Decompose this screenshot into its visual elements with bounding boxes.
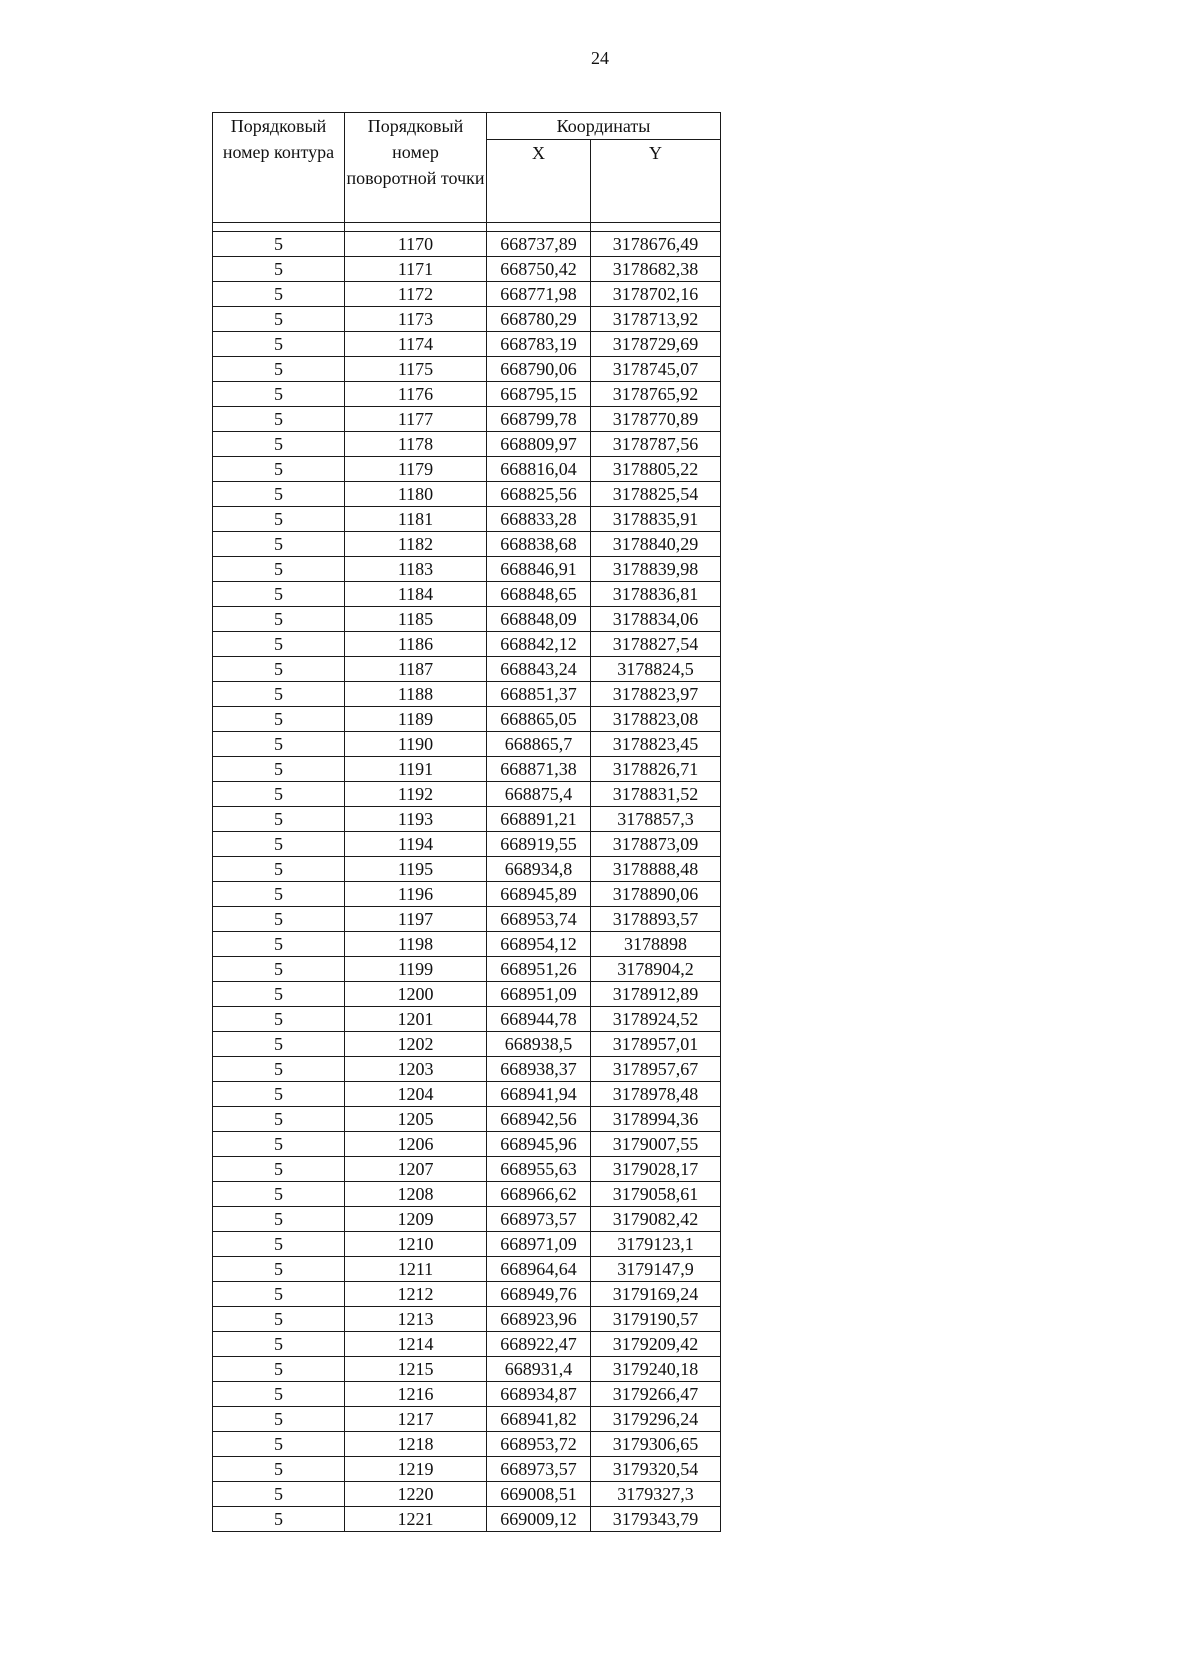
table-row — [213, 532, 721, 557]
cell-y: 3178824,5 — [591, 657, 721, 682]
cell-y: 3178827,54 — [591, 632, 721, 657]
cell-y: 3178835,91 — [591, 507, 721, 532]
cell-contour: 5 — [213, 1157, 345, 1182]
page-number: 24 — [591, 48, 609, 68]
table-row — [213, 1032, 721, 1057]
cell-y: 3178823,97 — [591, 682, 721, 707]
cell-point: 1177 — [345, 407, 487, 432]
cell-contour: 5 — [213, 757, 345, 782]
table-row — [213, 757, 721, 782]
cell-point: 1178 — [345, 432, 487, 457]
cell-point: 1218 — [345, 1432, 487, 1457]
cell-contour: 5 — [213, 857, 345, 882]
cell-y: 3179320,54 — [591, 1457, 721, 1482]
cell-contour: 5 — [213, 1457, 345, 1482]
cell-contour: 5 — [213, 932, 345, 957]
cell-contour: 5 — [213, 1107, 345, 1132]
cell-x: 668931,4 — [487, 1357, 591, 1382]
cell-x: 668941,82 — [487, 1407, 591, 1432]
cell-x: 668816,04 — [487, 457, 591, 482]
cell-contour: 5 — [213, 957, 345, 982]
header-spacer — [213, 223, 721, 232]
cell-x: 668955,63 — [487, 1157, 591, 1182]
cell-x: 668938,37 — [487, 1057, 591, 1082]
cell-x: 668923,96 — [487, 1307, 591, 1332]
cell-x: 668934,8 — [487, 857, 591, 882]
cell-contour: 5 — [213, 407, 345, 432]
cell-point: 1185 — [345, 607, 487, 632]
cell-x: 668871,38 — [487, 757, 591, 782]
table-row — [213, 707, 721, 732]
cell-point: 1193 — [345, 807, 487, 832]
cell-y: 3178770,89 — [591, 407, 721, 432]
table-row — [213, 1207, 721, 1232]
cell-contour: 5 — [213, 232, 345, 257]
cell-x: 668843,24 — [487, 657, 591, 682]
cell-y: 3178713,92 — [591, 307, 721, 332]
cell-x: 668971,09 — [487, 1232, 591, 1257]
cell-x: 668953,74 — [487, 907, 591, 932]
table-body — [213, 223, 721, 1532]
cell-x: 668919,55 — [487, 832, 591, 857]
cell-y: 3178745,07 — [591, 357, 721, 382]
header-y: Y — [591, 140, 721, 223]
cell-point: 1216 — [345, 1382, 487, 1407]
cell-contour: 5 — [213, 357, 345, 382]
cell-y: 3178893,57 — [591, 907, 721, 932]
cell-contour: 5 — [213, 1232, 345, 1257]
cell-point: 1181 — [345, 507, 487, 532]
cell-point: 1206 — [345, 1132, 487, 1157]
cell-point: 1172 — [345, 282, 487, 307]
cell-point: 1174 — [345, 332, 487, 357]
cell-point: 1182 — [345, 532, 487, 557]
table-row — [213, 1232, 721, 1257]
cell-contour: 5 — [213, 282, 345, 307]
cell-x: 668934,87 — [487, 1382, 591, 1407]
cell-x: 668945,89 — [487, 882, 591, 907]
cell-point: 1207 — [345, 1157, 487, 1182]
cell-point: 1184 — [345, 582, 487, 607]
table-row — [213, 857, 721, 882]
cell-y: 3178823,08 — [591, 707, 721, 732]
cell-contour: 5 — [213, 1332, 345, 1357]
table-row — [213, 1482, 721, 1507]
table-row — [213, 357, 721, 382]
header-coordinates: Координаты — [487, 113, 721, 140]
table-row — [213, 1057, 721, 1082]
cell-y: 3179147,9 — [591, 1257, 721, 1282]
cell-y: 3178873,09 — [591, 832, 721, 857]
table-row — [213, 557, 721, 582]
cell-x: 668795,15 — [487, 382, 591, 407]
cell-contour: 5 — [213, 1207, 345, 1232]
cell-contour: 5 — [213, 657, 345, 682]
cell-point: 1190 — [345, 732, 487, 757]
cell-y: 3179007,55 — [591, 1132, 721, 1157]
cell-point: 1183 — [345, 557, 487, 582]
cell-point: 1213 — [345, 1307, 487, 1332]
cell-x: 668973,57 — [487, 1457, 591, 1482]
table-row — [213, 1007, 721, 1032]
table-row — [213, 657, 721, 682]
table-row — [213, 607, 721, 632]
cell-x: 668809,97 — [487, 432, 591, 457]
cell-x: 668838,68 — [487, 532, 591, 557]
cell-y: 3178857,3 — [591, 807, 721, 832]
cell-y: 3178957,67 — [591, 1057, 721, 1082]
cell-y: 3178823,45 — [591, 732, 721, 757]
cell-y: 3178924,52 — [591, 1007, 721, 1032]
table-row — [213, 1157, 721, 1182]
cell-point: 1175 — [345, 357, 487, 382]
cell-point: 1170 — [345, 232, 487, 257]
table-row — [213, 507, 721, 532]
cell-x: 668846,91 — [487, 557, 591, 582]
cell-contour: 5 — [213, 1257, 345, 1282]
table-row — [213, 907, 721, 932]
table-row — [213, 682, 721, 707]
table-row — [213, 382, 721, 407]
cell-y: 3179266,47 — [591, 1382, 721, 1407]
cell-contour: 5 — [213, 907, 345, 932]
cell-y: 3178805,22 — [591, 457, 721, 482]
cell-point: 1209 — [345, 1207, 487, 1232]
cell-point: 1221 — [345, 1507, 487, 1532]
cell-x: 668771,98 — [487, 282, 591, 307]
table-row — [213, 1357, 721, 1382]
cell-contour: 5 — [213, 807, 345, 832]
header-contour-number: Порядковый номер контура — [213, 113, 345, 223]
cell-point: 1212 — [345, 1282, 487, 1307]
table-row — [213, 407, 721, 432]
cell-y: 3178840,29 — [591, 532, 721, 557]
cell-y: 3178682,38 — [591, 257, 721, 282]
cell-x: 668780,29 — [487, 307, 591, 332]
table-row — [213, 1457, 721, 1482]
cell-point: 1215 — [345, 1357, 487, 1382]
cell-point: 1192 — [345, 782, 487, 807]
cell-x: 668938,5 — [487, 1032, 591, 1057]
cell-x: 668737,89 — [487, 232, 591, 257]
cell-point: 1200 — [345, 982, 487, 1007]
cell-x: 668865,05 — [487, 707, 591, 732]
cell-y: 3179296,24 — [591, 1407, 721, 1432]
cell-contour: 5 — [213, 1032, 345, 1057]
cell-contour: 5 — [213, 507, 345, 532]
cell-contour: 5 — [213, 632, 345, 657]
cell-point: 1186 — [345, 632, 487, 657]
cell-x: 668922,47 — [487, 1332, 591, 1357]
table-row — [213, 257, 721, 282]
cell-point: 1202 — [345, 1032, 487, 1057]
cell-y: 3178898 — [591, 932, 721, 957]
cell-contour: 5 — [213, 1282, 345, 1307]
table-row — [213, 1432, 721, 1457]
cell-y: 3179209,42 — [591, 1332, 721, 1357]
cell-point: 1197 — [345, 907, 487, 932]
cell-contour: 5 — [213, 1507, 345, 1532]
cell-point: 1176 — [345, 382, 487, 407]
table-row — [213, 1107, 721, 1132]
table-row — [213, 932, 721, 957]
cell-y: 3178831,52 — [591, 782, 721, 807]
cell-x: 668944,78 — [487, 1007, 591, 1032]
cell-contour: 5 — [213, 432, 345, 457]
table-row — [213, 482, 721, 507]
cell-x: 668842,12 — [487, 632, 591, 657]
cell-point: 1180 — [345, 482, 487, 507]
cell-y: 3178729,69 — [591, 332, 721, 357]
cell-x: 668942,56 — [487, 1107, 591, 1132]
cell-point: 1220 — [345, 1482, 487, 1507]
cell-contour: 5 — [213, 1057, 345, 1082]
cell-x: 668790,06 — [487, 357, 591, 382]
cell-point: 1198 — [345, 932, 487, 957]
cell-y: 3179123,1 — [591, 1232, 721, 1257]
cell-point: 1188 — [345, 682, 487, 707]
cell-contour: 5 — [213, 1482, 345, 1507]
cell-point: 1189 — [345, 707, 487, 732]
cell-y: 3179082,42 — [591, 1207, 721, 1232]
cell-contour: 5 — [213, 1007, 345, 1032]
cell-y: 3178912,89 — [591, 982, 721, 1007]
cell-y: 3178904,2 — [591, 957, 721, 982]
table-row — [213, 882, 721, 907]
cell-x: 668964,64 — [487, 1257, 591, 1282]
cell-contour: 5 — [213, 1357, 345, 1382]
cell-x: 668783,19 — [487, 332, 591, 357]
cell-y: 3178826,71 — [591, 757, 721, 782]
table-row — [213, 1507, 721, 1532]
cell-contour: 5 — [213, 832, 345, 857]
cell-contour: 5 — [213, 332, 345, 357]
cell-contour: 5 — [213, 1432, 345, 1457]
cell-y: 3179343,79 — [591, 1507, 721, 1532]
table-row — [213, 1332, 721, 1357]
cell-point: 1204 — [345, 1082, 487, 1107]
cell-contour: 5 — [213, 682, 345, 707]
cell-contour: 5 — [213, 1132, 345, 1157]
table-row — [213, 1257, 721, 1282]
cell-x: 668951,26 — [487, 957, 591, 982]
cell-x: 668848,65 — [487, 582, 591, 607]
cell-x: 668851,37 — [487, 682, 591, 707]
coordinates-table — [212, 112, 721, 1532]
cell-y: 3179327,3 — [591, 1482, 721, 1507]
table-row — [213, 457, 721, 482]
cell-contour: 5 — [213, 482, 345, 507]
cell-y: 3179306,65 — [591, 1432, 721, 1457]
cell-x: 668891,21 — [487, 807, 591, 832]
cell-x: 668945,96 — [487, 1132, 591, 1157]
table-row — [213, 1082, 721, 1107]
table-row — [213, 807, 721, 832]
cell-x: 668973,57 — [487, 1207, 591, 1232]
cell-x: 668865,7 — [487, 732, 591, 757]
cell-contour: 5 — [213, 982, 345, 1007]
cell-contour: 5 — [213, 782, 345, 807]
cell-x: 668949,76 — [487, 1282, 591, 1307]
cell-contour: 5 — [213, 1182, 345, 1207]
cell-contour: 5 — [213, 707, 345, 732]
cell-y: 3178839,98 — [591, 557, 721, 582]
cell-contour: 5 — [213, 557, 345, 582]
cell-point: 1210 — [345, 1232, 487, 1257]
table-row — [213, 232, 721, 257]
cell-y: 3178765,92 — [591, 382, 721, 407]
cell-y: 3178890,06 — [591, 882, 721, 907]
table-row — [213, 832, 721, 857]
cell-point: 1173 — [345, 307, 487, 332]
cell-point: 1203 — [345, 1057, 487, 1082]
table-row — [213, 1282, 721, 1307]
table-row — [213, 307, 721, 332]
cell-y: 3178836,81 — [591, 582, 721, 607]
cell-contour: 5 — [213, 1307, 345, 1332]
cell-x: 668953,72 — [487, 1432, 591, 1457]
cell-y: 3179190,57 — [591, 1307, 721, 1332]
cell-x: 668941,94 — [487, 1082, 591, 1107]
cell-contour: 5 — [213, 1082, 345, 1107]
cell-point: 1211 — [345, 1257, 487, 1282]
cell-x: 668799,78 — [487, 407, 591, 432]
cell-x: 668833,28 — [487, 507, 591, 532]
cell-point: 1196 — [345, 882, 487, 907]
cell-contour: 5 — [213, 257, 345, 282]
table-row — [213, 782, 721, 807]
cell-contour: 5 — [213, 457, 345, 482]
cell-y: 3179240,18 — [591, 1357, 721, 1382]
cell-x: 668848,09 — [487, 607, 591, 632]
cell-y: 3178787,56 — [591, 432, 721, 457]
cell-point: 1208 — [345, 1182, 487, 1207]
header-x: X — [487, 140, 591, 223]
cell-point: 1214 — [345, 1332, 487, 1357]
cell-contour: 5 — [213, 382, 345, 407]
cell-point: 1179 — [345, 457, 487, 482]
cell-point: 1171 — [345, 257, 487, 282]
cell-y: 3178702,16 — [591, 282, 721, 307]
table-row — [213, 332, 721, 357]
cell-point: 1201 — [345, 1007, 487, 1032]
cell-x: 669008,51 — [487, 1482, 591, 1507]
cell-contour: 5 — [213, 1407, 345, 1432]
header-point-number: Порядковый номер поворотной точки — [345, 113, 487, 223]
table-row — [213, 1132, 721, 1157]
cell-contour: 5 — [213, 882, 345, 907]
table-row — [213, 1382, 721, 1407]
table-row — [213, 1182, 721, 1207]
cell-point: 1187 — [345, 657, 487, 682]
cell-y: 3179058,61 — [591, 1182, 721, 1207]
cell-y: 3179028,17 — [591, 1157, 721, 1182]
table-row — [213, 582, 721, 607]
cell-y: 3178957,01 — [591, 1032, 721, 1057]
cell-point: 1199 — [345, 957, 487, 982]
cell-x: 668875,4 — [487, 782, 591, 807]
cell-y: 3178825,54 — [591, 482, 721, 507]
cell-x: 668750,42 — [487, 257, 591, 282]
cell-point: 1194 — [345, 832, 487, 857]
cell-y: 3178888,48 — [591, 857, 721, 882]
cell-point: 1219 — [345, 1457, 487, 1482]
cell-y: 3178994,36 — [591, 1107, 721, 1132]
cell-point: 1195 — [345, 857, 487, 882]
cell-point: 1217 — [345, 1407, 487, 1432]
table-row — [213, 1407, 721, 1432]
cell-contour: 5 — [213, 732, 345, 757]
cell-contour: 5 — [213, 307, 345, 332]
table-row — [213, 432, 721, 457]
table-header — [213, 113, 721, 223]
table-row — [213, 282, 721, 307]
cell-x: 668951,09 — [487, 982, 591, 1007]
cell-contour: 5 — [213, 1382, 345, 1407]
cell-x: 669009,12 — [487, 1507, 591, 1532]
cell-contour: 5 — [213, 582, 345, 607]
cell-point: 1191 — [345, 757, 487, 782]
cell-y: 3178978,48 — [591, 1082, 721, 1107]
table-row — [213, 957, 721, 982]
cell-contour: 5 — [213, 532, 345, 557]
cell-point: 1205 — [345, 1107, 487, 1132]
table-row — [213, 732, 721, 757]
cell-x: 668966,62 — [487, 1182, 591, 1207]
cell-x: 668825,56 — [487, 482, 591, 507]
table-row — [213, 1307, 721, 1332]
cell-contour: 5 — [213, 607, 345, 632]
table-row — [213, 982, 721, 1007]
table-row — [213, 632, 721, 657]
cell-y: 3178676,49 — [591, 232, 721, 257]
cell-y: 3179169,24 — [591, 1282, 721, 1307]
cell-x: 668954,12 — [487, 932, 591, 957]
cell-y: 3178834,06 — [591, 607, 721, 632]
